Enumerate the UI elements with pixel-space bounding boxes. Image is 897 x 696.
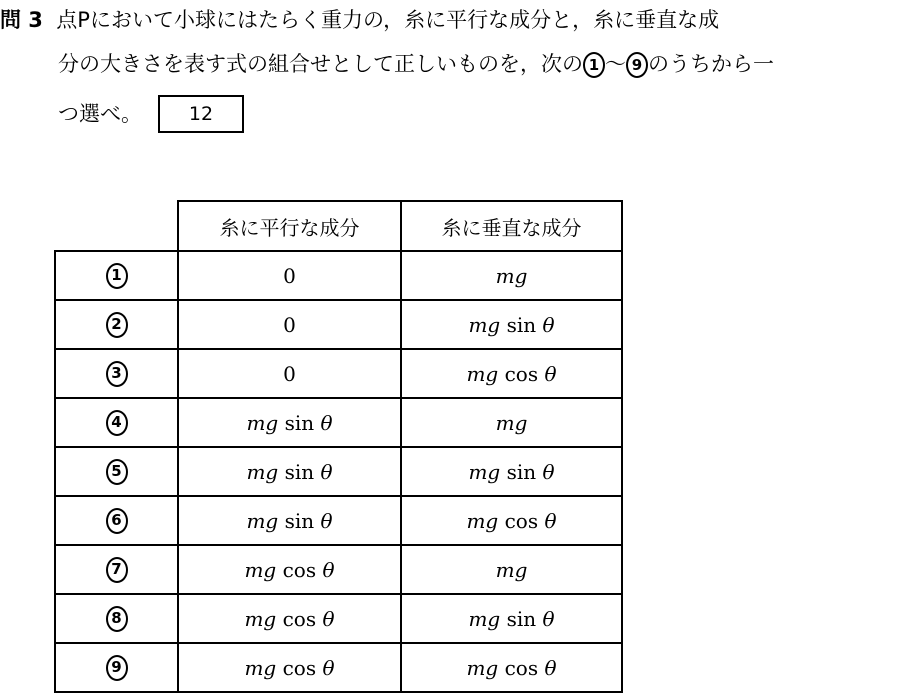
table-row: [55, 251, 622, 300]
choice-number-cell: [55, 545, 178, 594]
formula: mg cos θ: [466, 361, 557, 386]
question-line-3: [58, 100, 142, 128]
question-line-2: [58, 50, 774, 78]
perpendicular-cell: [401, 545, 622, 594]
formula: mg cos θ: [466, 655, 557, 680]
choice-number-cell: [55, 349, 178, 398]
choice-number[interactable]: 7: [106, 557, 128, 583]
parallel-cell: [178, 545, 401, 594]
formula: mg: [495, 410, 528, 435]
choice-number[interactable]: 6: [106, 508, 128, 534]
table-row: [55, 447, 622, 496]
question-line-1: [0, 6, 719, 34]
formula: mg sin θ: [468, 459, 555, 484]
question-text-2b: のうちから一: [648, 52, 774, 76]
formula: mg cos θ: [244, 606, 335, 631]
perpendicular-cell: [401, 349, 622, 398]
choice-number[interactable]: 3: [106, 361, 128, 387]
choice-number[interactable]: 2: [106, 312, 128, 338]
perpendicular-cell: [401, 398, 622, 447]
choice-number-cell: [55, 594, 178, 643]
question-text-3: つ選べ。: [58, 102, 142, 126]
parallel-cell: [178, 349, 401, 398]
perpendicular-cell: [401, 447, 622, 496]
parallel-cell: [178, 643, 401, 692]
choice-number-last: 9: [626, 52, 648, 78]
perpendicular-cell: [401, 251, 622, 300]
formula: mg cos θ: [466, 508, 557, 533]
formula: mg sin θ: [246, 410, 333, 435]
formula: 0: [283, 263, 296, 288]
table-row: [55, 643, 622, 692]
answer-number: 12: [188, 103, 214, 125]
formula: 0: [283, 361, 296, 386]
answer-box[interactable]: [158, 95, 244, 133]
question-label: 問 3: [0, 8, 43, 32]
header-empty: [55, 201, 178, 251]
choice-number[interactable]: 8: [106, 606, 128, 632]
answer-choices-table: [54, 200, 623, 693]
question-text-1: 点Pにおいて小球にはたらく重力の，糸に平行な成分と，糸に垂直な成: [56, 8, 720, 32]
perpendicular-cell: [401, 643, 622, 692]
formula: mg sin θ: [468, 606, 555, 631]
choice-number-cell: [55, 643, 178, 692]
table-row: [55, 594, 622, 643]
formula: mg cos θ: [244, 557, 335, 582]
choice-number-cell: [55, 300, 178, 349]
table-row: [55, 398, 622, 447]
choice-number[interactable]: 5: [106, 459, 128, 485]
choice-number-cell: [55, 251, 178, 300]
header-perpendicular: 糸に垂直な成分: [401, 201, 622, 251]
parallel-cell: [178, 398, 401, 447]
table-row: [55, 349, 622, 398]
perpendicular-cell: [401, 594, 622, 643]
formula: mg sin θ: [246, 508, 333, 533]
table-row: [55, 300, 622, 349]
table-header-row: [55, 201, 622, 251]
choice-number-cell: [55, 496, 178, 545]
choice-number[interactable]: 4: [106, 410, 128, 436]
tilde: ～: [605, 52, 626, 76]
parallel-cell: [178, 251, 401, 300]
choice-number[interactable]: 1: [106, 263, 128, 289]
choice-number-first: 1: [583, 52, 605, 78]
table-body: [55, 251, 622, 692]
formula: mg cos θ: [244, 655, 335, 680]
question-text-2a: 分の大きさを表す式の組合せとして正しいものを，次の: [58, 52, 583, 76]
perpendicular-cell: [401, 496, 622, 545]
perpendicular-cell: [401, 300, 622, 349]
formula: mg sin θ: [246, 459, 333, 484]
parallel-cell: [178, 496, 401, 545]
formula: mg: [495, 557, 528, 582]
table-row: [55, 496, 622, 545]
parallel-cell: [178, 594, 401, 643]
choice-number-cell: [55, 447, 178, 496]
formula: mg: [495, 263, 528, 288]
formula: mg sin θ: [468, 312, 555, 337]
parallel-cell: [178, 447, 401, 496]
parallel-cell: [178, 300, 401, 349]
choice-number[interactable]: 9: [106, 655, 128, 681]
choice-number-cell: [55, 398, 178, 447]
header-parallel: 糸に平行な成分: [178, 201, 401, 251]
formula: 0: [283, 312, 296, 337]
table-row: [55, 545, 622, 594]
